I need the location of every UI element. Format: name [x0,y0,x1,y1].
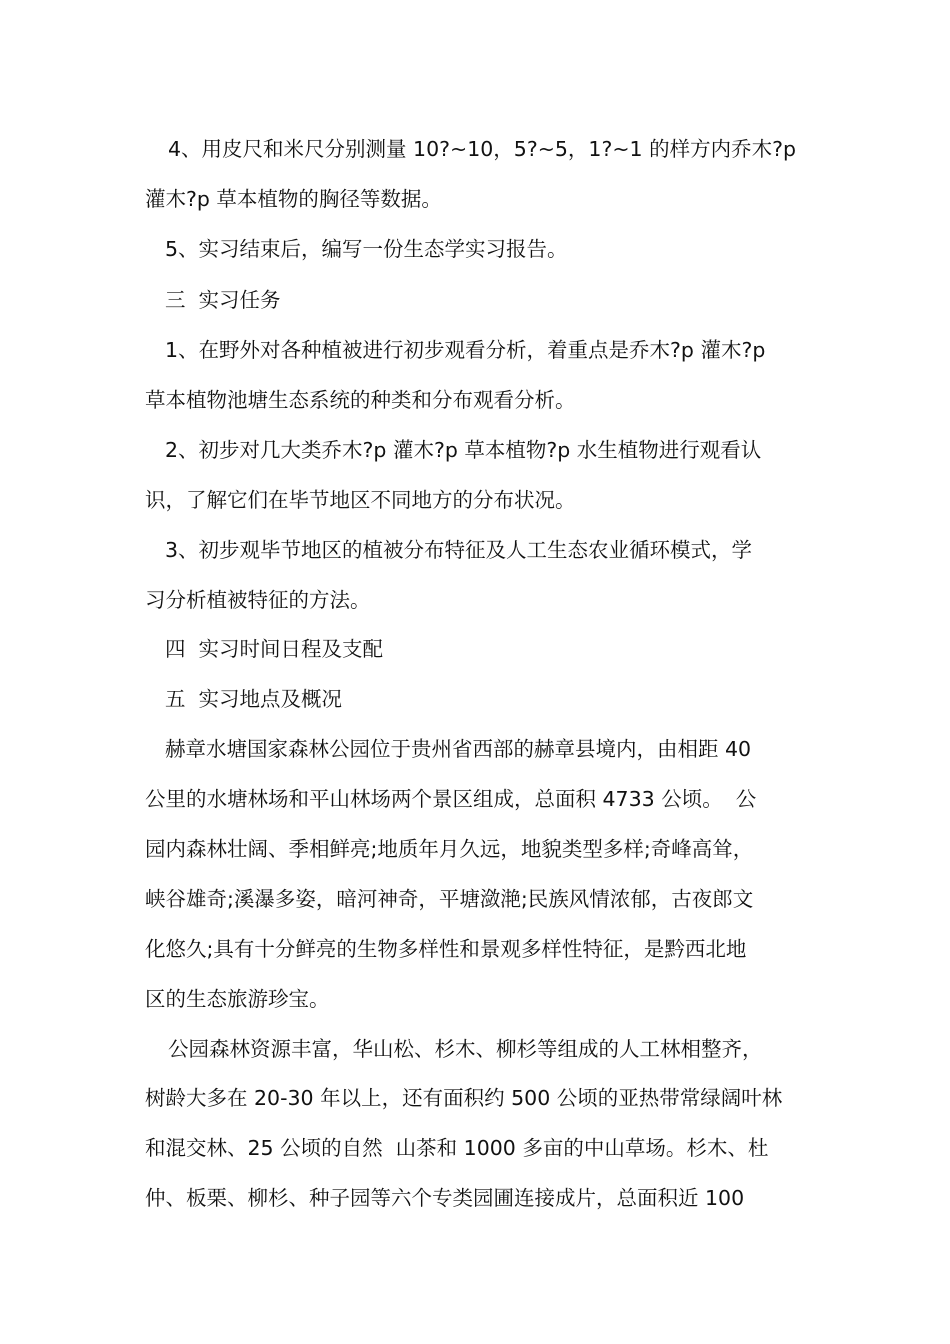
text-line-6: 草本植物池塘生态系统的种类和分布观看分析。 [145,388,576,412]
text-line-2: 灌木?p 草本植物的胸径等数据。 [145,187,442,211]
text-line-14: 公里的水塘林场和平山林场两个景区组成，总面积 4733 公顷。 公 [145,787,757,811]
section-heading-5: 五 实习地点及概况 [165,687,343,711]
text-line-8: 识，了解它们在毕节地区不同地方的分布状况。 [145,488,576,512]
text-line-7: 2、初步对几大类乔木?p 灌木?p 草本植物?p 水生植物进行观看认 [165,438,762,462]
text-line-9: 3、初步观毕节地区的植被分布特征及人工生态农业循环模式，学 [165,538,753,562]
text-line-17: 化悠久;具有十分鲜亮的生物多样性和景观多样性特征，是黔西北地 [145,937,747,961]
text-line-13: 赫章水塘国家森林公园位于贵州省西部的赫章县境内，由相距 40 [165,737,752,761]
text-line-1: 4、用皮尺和米尺分别测量 10?~10，5?~5，1?~1 的样方内乔木?p [168,137,796,161]
text-line-5: 1、在野外对各种植被进行初步观看分析，着重点是乔木?p 灌木?p [165,338,766,362]
text-line-18: 区的生态旅游珍宝。 [145,987,330,1011]
text-line-16: 峡谷雄奇;溪瀑多姿，暗河神奇，平塘潋滟;民族风情浓郁，古夜郎文 [145,887,754,911]
section-heading-3: 三 实习任务 [165,288,281,312]
text-line-19: 公园森林资源丰富，华山松、杉木、柳杉等组成的人工林相整齐， [168,1037,763,1061]
text-line-20: 树龄大多在 20-30 年以上，还有面积约 500 公顷的亚热带常绿阔叶林 [145,1086,783,1110]
text-line-10: 习分析植被特征的方法。 [145,588,371,612]
section-heading-4: 四 实习时间日程及支配 [165,637,384,661]
text-line-21: 和混交林、25 公顷的自然 山茶和 1000 多亩的中山草场。杉木、杜 [145,1136,769,1160]
text-line-15: 园内森林壮阔、季相鲜亮;地质年月久远，地貌类型多样;奇峰高耸， [145,837,754,861]
text-line-3: 5、实习结束后，编写一份生态学实习报告。 [165,237,568,261]
text-line-22: 仲、板栗、柳杉、种子园等六个专类园圃连接成片，总面积近 100 [145,1186,745,1210]
